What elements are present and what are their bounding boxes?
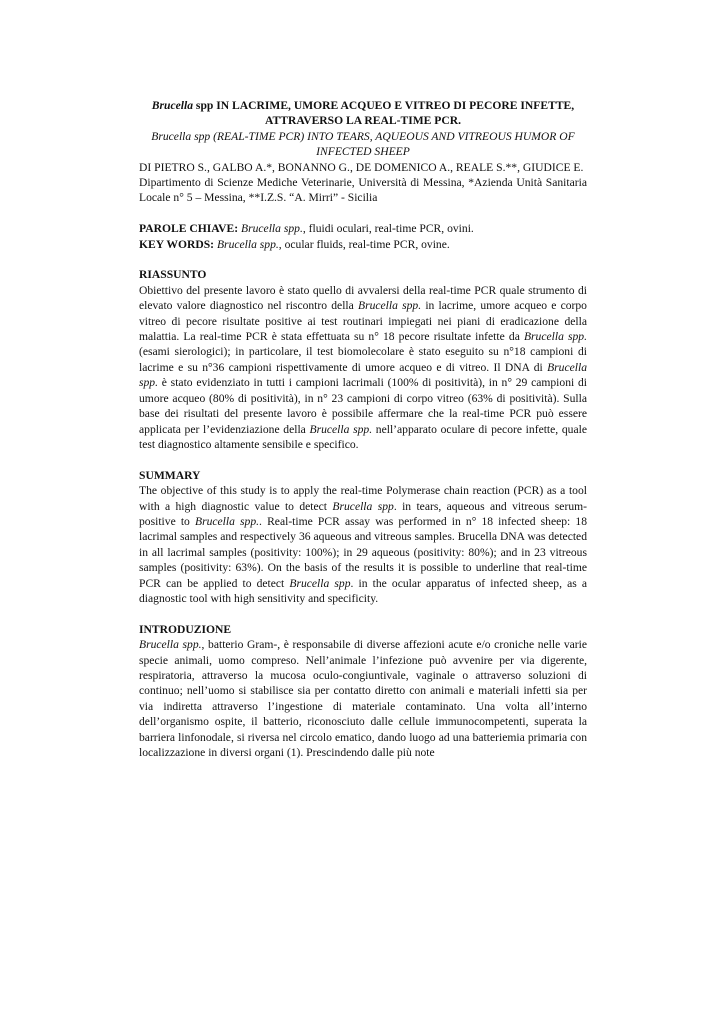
- introduzione-species: Brucella spp.: [139, 638, 202, 652]
- riassunto-species: Brucella spp.: [523, 330, 587, 344]
- keywords-it-label: PAROLE CHIAVE:: [139, 222, 239, 236]
- summary-species: Brucella spp: [332, 499, 394, 513]
- keywords-it-text: , fluidi oculari, real-time PCR, ovini.: [302, 222, 474, 236]
- summary-species: Brucella spp: [289, 576, 351, 590]
- summary-text: . in tears, aqueous and vitreous serum-positive to: [139, 499, 587, 528]
- introduzione-heading: [139, 622, 587, 637]
- keywords-it-species: Brucella spp.: [241, 222, 303, 236]
- riassunto-text: è stato evidenziato in tutti i campioni lacrimali (100% di positività), in n° 29 campioni di umore acqueo (80% di positività), in n° 23 campioni di corpo vitreo (63% di positività). Sulla base dei risultati del presente lavoro è possibile affermare che la real-time PCR può essere applicata per l’evidenziazione della: [139, 376, 587, 436]
- summary-text: . in the ocular apparatus of infected sheep, as a diagnostic tool with high sensitivity and specificity.: [139, 576, 587, 605]
- paper-page: [139, 98, 587, 760]
- paper-title: [139, 98, 587, 129]
- riassunto-text: Obiettivo del presente lavoro è stato quello di avvalersi della real-time PCR quale strumento di elevato valore diagnostico nel riscontro della: [139, 283, 587, 313]
- riassunto-species: Brucella spp.: [358, 299, 422, 313]
- riassunto-text: (esami sierologici); in particolare, il test biomolecolare è stato eseguito su n°18 campioni di lacrime e su n°36 campioni rispettivamente di umore acqueo e di vitreo. Il DNA di: [139, 345, 587, 374]
- title-text: spp IN LACRIME, UMORE ACQUEO E VITREO DI PECORE INFETTE, ATTRAVERSO LA REAL-TIME PCR.: [193, 99, 575, 128]
- riassunto-heading-text: RIASSUNTO: [139, 268, 207, 282]
- paper-subtitle: Brucella spp (REAL-TIME PCR) INTO TEARS, AQUEOUS AND VITREOUS HUMOR OF INFECTED SHEEP: [151, 129, 575, 159]
- introduzione-heading-text: INTRODUZIONE: [139, 622, 232, 636]
- title-genus: Brucella: [151, 99, 194, 112]
- keywords-it: [139, 221, 587, 236]
- keywords-en-text: , ocular fluids, real-time PCR, ovine.: [278, 237, 450, 251]
- riassunto-species: Brucella spp.: [139, 360, 587, 390]
- introduzione-text: , batterio Gram-, è responsabile di diverse affezioni acute e/o croniche nelle varie specie animali, uomo compreso. Nell’animale l’infezione può avvenire per via digerente, respiratoria, attraverso la mucosa oculo-congiuntivale, vaginale o attraverso soluzioni di continuo; nell’uomo si stabilisce sia per contatto diretto con animali e materiali infetti sia per via indiretta attraverso l’ingestione di materiale contaminato. Una volta all’interno dell’organismo ospite, il batterio, riconosciuto dalle cellule immunocompetenti, superata la barriera linfonodale, si riversa nel circolo ematico, dando luogo ad una batteriemia primaria con localizzazione in diversi organi (1). Prescindendo dalle più note: [139, 638, 587, 759]
- authors: DI PIETRO S., GALBO A.*, BONANNO G., DE DOMENICO A., REALE S.**, GIUDICE E.: [139, 160, 584, 174]
- riassunto-text: in lacrime, umore acqueo e corpo vitreo di pecore risultate positive ai test routinari impiegati nei piani di eradicazione della malattia. La real-time PCR è stata effettuata su n° 18 pecore risultate infette da: [139, 299, 587, 344]
- summary-heading: [139, 468, 587, 483]
- riassunto-heading: [139, 267, 587, 282]
- keywords-en: [139, 237, 587, 252]
- summary-text: . Real-time PCR assay was performed in n° 18 infected sheep: 18 lacrimal samples and respectively 36 aqueous and vitreous samples. Brucella DNA was detected in all lacrimal samples (positivity: 100%); in 29 aqueous (positivity: 80%); and in 23 vitreous samples (positivity: 63%). On the basis of the results it is possible to underline that real-time PCR can be applied to detect: [139, 514, 587, 590]
- summary-text: The objective of this study is to apply the real-time Polymerase chain reaction (PCR) as a tool with a high diagnostic value to detect: [139, 484, 587, 513]
- summary-species: Brucella spp.: [194, 514, 260, 528]
- keywords-en-species: Brucella spp.: [216, 237, 279, 251]
- riassunto-body: [139, 283, 587, 452]
- introduzione-body: [139, 637, 587, 760]
- riassunto-text: nell’apparato oculare di pecore infette, quale test diagnostico altamente sensibile e specifico.: [139, 422, 587, 451]
- summary-heading-text: SUMMARY: [139, 468, 201, 482]
- summary-body: [139, 483, 587, 606]
- affiliation: Dipartimento di Scienze Mediche Veterinarie, Università di Messina, *Azienda Unità Sanitaria Locale n° 5 – Messina, **I.Z.S. “A. Mirri” - Sicilia: [139, 176, 587, 205]
- keywords-en-label: KEY WORDS:: [139, 237, 215, 251]
- riassunto-species: Brucella spp.: [309, 422, 373, 436]
